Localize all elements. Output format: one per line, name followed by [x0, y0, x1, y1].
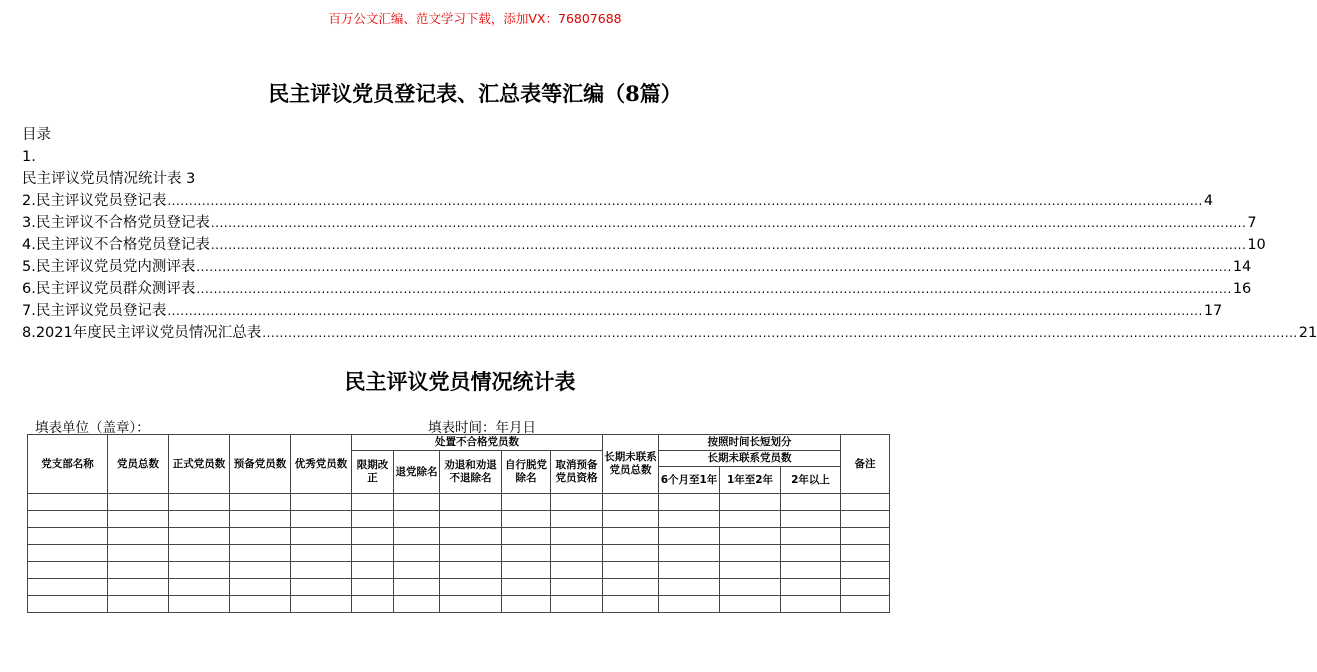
- table-row: [28, 511, 890, 528]
- table-cell[interactable]: [841, 528, 890, 545]
- toc-leader-dots: ................................................................................................................................................................................................................................................: [210, 238, 1247, 252]
- toc-heading: 目录: [22, 127, 51, 143]
- toc-entry[interactable]: [22, 212, 1257, 234]
- table-cell[interactable]: [28, 596, 108, 613]
- table-cell[interactable]: [291, 545, 352, 562]
- toc-entry-number: 7.: [22, 303, 36, 319]
- table-cell[interactable]: [603, 562, 659, 579]
- table-cell[interactable]: [169, 511, 230, 528]
- toc-entry-number: 2.: [22, 193, 36, 209]
- table-cell[interactable]: [230, 579, 291, 596]
- header-remarks: 备注: [841, 435, 890, 494]
- table-cell[interactable]: [440, 494, 502, 511]
- header-2y-plus: 2年以上: [781, 467, 841, 494]
- header-full-members: 正式党员数: [169, 435, 230, 494]
- table-cell[interactable]: [291, 494, 352, 511]
- table-cell[interactable]: [720, 494, 781, 511]
- table-cell[interactable]: [603, 511, 659, 528]
- table-cell[interactable]: [781, 562, 841, 579]
- table-cell[interactable]: [169, 562, 230, 579]
- table-cell[interactable]: [603, 494, 659, 511]
- table-row: [28, 596, 890, 613]
- table-cell[interactable]: [440, 579, 502, 596]
- toc-first-number: 1.: [22, 149, 36, 165]
- table-cell[interactable]: [352, 596, 394, 613]
- table-cell[interactable]: [781, 596, 841, 613]
- table-cell[interactable]: [551, 528, 603, 545]
- toc-entry-title: 民主评议党员党内测评表: [35, 259, 196, 275]
- table-cell[interactable]: [841, 596, 890, 613]
- toc-leader-dots: ................................................................................................................................................................................................................................................: [196, 260, 1232, 274]
- toc-entry[interactable]: [22, 278, 1252, 300]
- table-cell[interactable]: [352, 528, 394, 545]
- table-cell[interactable]: [28, 579, 108, 596]
- table-row: [28, 528, 890, 545]
- header-6m-to-1y: 6个月至1年: [659, 467, 720, 494]
- toc-entry[interactable]: [22, 190, 1214, 212]
- table-cell[interactable]: [440, 596, 502, 613]
- header-persuade-and-remove: 劝退和劝退不退除名: [440, 451, 502, 494]
- table-cell[interactable]: [440, 545, 502, 562]
- toc-entry-page: 7: [1247, 215, 1257, 231]
- table-cell[interactable]: [108, 596, 169, 613]
- table-cell[interactable]: [169, 528, 230, 545]
- table-cell[interactable]: [502, 596, 551, 613]
- table-cell[interactable]: [352, 545, 394, 562]
- table-cell[interactable]: [603, 545, 659, 562]
- table-row: [28, 562, 890, 579]
- toc-entry-page: 21: [1298, 325, 1317, 341]
- toc-entry-title: 年度民主评议党员情况汇总表: [72, 325, 262, 341]
- toc-entry[interactable]: [22, 300, 1223, 322]
- table-cell[interactable]: [291, 562, 352, 579]
- toc-entry-number: 6.: [22, 281, 36, 297]
- table-cell[interactable]: [230, 528, 291, 545]
- table-cell[interactable]: [108, 579, 169, 596]
- section-title: 民主评议党员情况统计表: [344, 369, 576, 394]
- header-persuade-quit: 退党除名: [394, 451, 440, 494]
- document-title: 民主评议党员登记表、汇总表等汇编（8篇）: [268, 81, 682, 106]
- table-cell[interactable]: [603, 528, 659, 545]
- table-cell[interactable]: [502, 511, 551, 528]
- table-cell[interactable]: [781, 545, 841, 562]
- table-cell[interactable]: [841, 511, 890, 528]
- table-cell[interactable]: [291, 511, 352, 528]
- table-cell[interactable]: [28, 511, 108, 528]
- table-cell[interactable]: [394, 494, 440, 511]
- table-row: [28, 494, 890, 511]
- table-cell[interactable]: [659, 562, 720, 579]
- table-cell[interactable]: [352, 511, 394, 528]
- table-body: [28, 494, 890, 613]
- table-cell[interactable]: [169, 494, 230, 511]
- table-cell[interactable]: [230, 494, 291, 511]
- table-cell[interactable]: [28, 545, 108, 562]
- toc-entry-number: 8.2021: [22, 325, 73, 341]
- table-cell[interactable]: [659, 545, 720, 562]
- table-cell[interactable]: [440, 562, 502, 579]
- table-cell[interactable]: [502, 494, 551, 511]
- toc-entry-title: 民主评议不合格党员登记表: [35, 215, 210, 231]
- table-cell[interactable]: [230, 596, 291, 613]
- table-cell[interactable]: [291, 596, 352, 613]
- header-total-members: 党员总数: [108, 435, 169, 494]
- table-cell[interactable]: [230, 511, 291, 528]
- table-cell[interactable]: [108, 494, 169, 511]
- table-cell[interactable]: [781, 579, 841, 596]
- toc-entry-title: 民主评议党员登记表: [35, 193, 167, 209]
- table-cell[interactable]: [720, 511, 781, 528]
- table-row: [28, 579, 890, 596]
- toc-entry-page: 14: [1232, 259, 1252, 275]
- toc-leader-dots: ................................................................................................................................................................................................................................................: [167, 304, 1203, 318]
- toc-entry-page: 10: [1247, 237, 1266, 253]
- table-cell[interactable]: [352, 494, 394, 511]
- toc-entry-title: 民主评议不合格党员登记表: [35, 237, 210, 253]
- table-cell[interactable]: [720, 579, 781, 596]
- table-cell[interactable]: [781, 511, 841, 528]
- header-1y-to-2y: 1年至2年: [720, 467, 781, 494]
- table-cell[interactable]: [551, 579, 603, 596]
- toc-leader-dots: ................................................................................................................................................................................................................................................: [196, 282, 1232, 296]
- table-cell[interactable]: [440, 511, 502, 528]
- table-cell[interactable]: [659, 494, 720, 511]
- table-cell[interactable]: [230, 545, 291, 562]
- toc-leader-dots: ................................................................................................................................................................................................................................................: [167, 194, 1203, 208]
- table-cell[interactable]: [352, 562, 394, 579]
- table-cell[interactable]: [28, 562, 108, 579]
- table-cell[interactable]: [659, 511, 720, 528]
- table-cell[interactable]: [659, 596, 720, 613]
- table-cell[interactable]: [502, 562, 551, 579]
- header-rectify: 限期改正: [352, 451, 394, 494]
- header-long-lost-total: 长期未联系党员总数: [603, 435, 659, 494]
- toc-leader-dots: ................................................................................................................................................................................................................................................: [262, 326, 1298, 340]
- toc-entry-title: 民主评议党员登记表: [35, 303, 167, 319]
- table-cell[interactable]: [394, 511, 440, 528]
- fill-unit-label: 填表单位（盖章）：: [35, 420, 150, 436]
- table-cell[interactable]: [781, 528, 841, 545]
- table-cell[interactable]: [841, 545, 890, 562]
- header-probationary-members: 预备党员数: [230, 435, 291, 494]
- table-cell[interactable]: [841, 562, 890, 579]
- table-cell[interactable]: [230, 562, 291, 579]
- table-cell[interactable]: [108, 545, 169, 562]
- table-cell[interactable]: [551, 596, 603, 613]
- header-excellent-members: 优秀党员数: [291, 435, 352, 494]
- table-cell[interactable]: [394, 528, 440, 545]
- table-cell[interactable]: [781, 494, 841, 511]
- table-cell[interactable]: [659, 528, 720, 545]
- table-cell[interactable]: [551, 545, 603, 562]
- table-cell[interactable]: [551, 562, 603, 579]
- table-cell[interactable]: [720, 562, 781, 579]
- table-cell[interactable]: [603, 596, 659, 613]
- header-by-duration: 按照时间长短划分: [659, 435, 841, 451]
- table-cell[interactable]: [394, 596, 440, 613]
- toc-entry[interactable]: [22, 322, 1317, 344]
- table-cell[interactable]: [291, 579, 352, 596]
- table-of-contents: [22, 124, 1317, 344]
- toc-entry-number: 5.: [22, 259, 36, 275]
- toc-entry[interactable]: [22, 256, 1252, 278]
- toc-first-entry: 民主评议党员情况统计表 3: [22, 171, 196, 187]
- table-row: [28, 545, 890, 562]
- header-cancel-probationary: 取消预备党员资格: [551, 451, 603, 494]
- table-cell[interactable]: [440, 528, 502, 545]
- table-cell[interactable]: [169, 596, 230, 613]
- table-cell[interactable]: [841, 579, 890, 596]
- table-cell[interactable]: [720, 596, 781, 613]
- header-branch-name: 党支部名称: [28, 435, 108, 494]
- statistics-table: [27, 434, 890, 613]
- toc-entry[interactable]: [22, 234, 1266, 256]
- table-cell[interactable]: [169, 545, 230, 562]
- toc-entry-title: 民主评议党员群众测评表: [35, 281, 196, 297]
- header-long-lost-count: 长期未联系党员数: [659, 451, 841, 467]
- table-cell[interactable]: [394, 545, 440, 562]
- table-cell[interactable]: [28, 528, 108, 545]
- table-cell[interactable]: [551, 494, 603, 511]
- toc-entry-number: 4.: [22, 237, 36, 253]
- header-self-leave: 自行脱党除名: [502, 451, 551, 494]
- table-cell[interactable]: [394, 562, 440, 579]
- table-cell[interactable]: [720, 545, 781, 562]
- table-cell[interactable]: [502, 528, 551, 545]
- toc-entry-number: 3.: [22, 215, 36, 231]
- table-cell[interactable]: [551, 511, 603, 528]
- toc-entry-page: 16: [1232, 281, 1252, 297]
- table-cell[interactable]: [352, 579, 394, 596]
- table-cell[interactable]: [659, 579, 720, 596]
- table-cell[interactable]: [502, 579, 551, 596]
- table-cell[interactable]: [169, 579, 230, 596]
- toc-entry-page: 4: [1203, 193, 1214, 209]
- table-cell[interactable]: [502, 545, 551, 562]
- table-cell[interactable]: [108, 562, 169, 579]
- header-unqualified-group: 处置不合格党员数: [352, 435, 603, 451]
- table-cell[interactable]: [720, 528, 781, 545]
- table-cell[interactable]: [291, 528, 352, 545]
- table-cell[interactable]: [603, 579, 659, 596]
- table-cell[interactable]: [394, 579, 440, 596]
- table-cell[interactable]: [108, 511, 169, 528]
- watermark-banner: 百万公文汇编、范文学习下载，添加VX：76807688: [328, 11, 622, 26]
- table-cell[interactable]: [841, 494, 890, 511]
- table-cell[interactable]: [108, 528, 169, 545]
- fill-time-label: 填表时间：年月日: [428, 420, 536, 436]
- toc-entry-page: 17: [1203, 303, 1223, 319]
- table-cell[interactable]: [28, 494, 108, 511]
- toc-leader-dots: ................................................................................................................................................................................................................................................: [210, 216, 1247, 230]
